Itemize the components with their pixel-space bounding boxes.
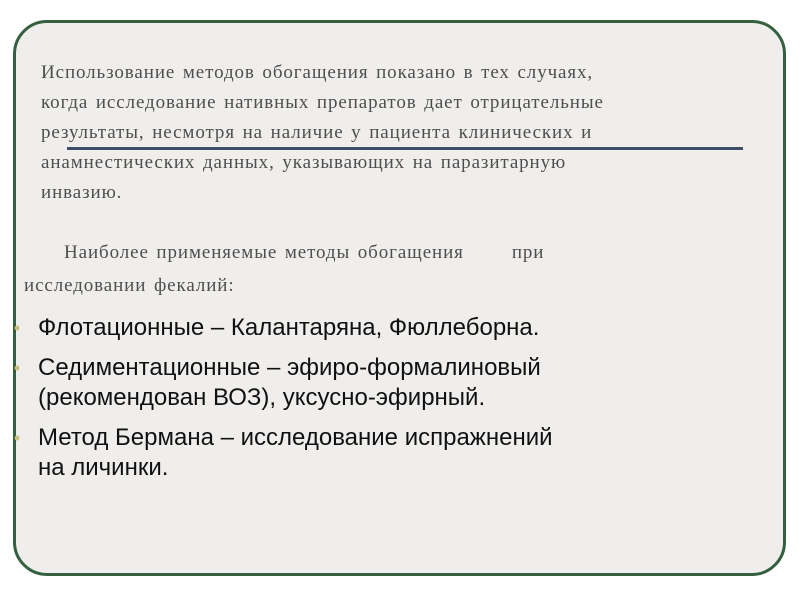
methods-intro-part-2: при (511, 242, 545, 263)
methods-intro-part-1: Наиболее применяемые методы обогащения (64, 242, 464, 263)
intro-line-3: результаты, несмотря на наличие у пациента клинических и (41, 122, 593, 143)
methods-intro-line-2: исследовании фекалий: (24, 275, 235, 296)
bullet-marker: • (14, 358, 21, 378)
list-item (12, 423, 787, 483)
intro-line-2: когда исследование нативных препаратов дает отрицательные (41, 92, 604, 113)
intro-line-1: Использование методов обогащения показано в тех случаях, (41, 62, 594, 83)
intro-paragraph (41, 58, 766, 208)
method-baermann-cont: на личинки. (38, 454, 169, 481)
list-item (12, 353, 787, 413)
method-baermann: Метод Бермана – исследование испражнений (38, 424, 553, 451)
bullet-marker: • (14, 428, 21, 448)
list-item (12, 313, 787, 343)
method-flotation: Флотационные – Калантаряна, Фюллеборна. (38, 314, 540, 341)
method-sedimentation: Седиментационные – эфиро-формалиновый (38, 354, 541, 381)
underline-rule (67, 147, 743, 150)
intro-line-4: анамнестических данных, указывающих на паразитарную (41, 152, 567, 173)
methods-list (12, 313, 787, 493)
bullet-marker: • (14, 318, 21, 338)
intro-line-5: инвазию. (41, 182, 123, 203)
method-sedimentation-cont: (рекомендован ВОЗ), уксусно-эфирный. (38, 384, 486, 411)
methods-intro (24, 236, 684, 302)
